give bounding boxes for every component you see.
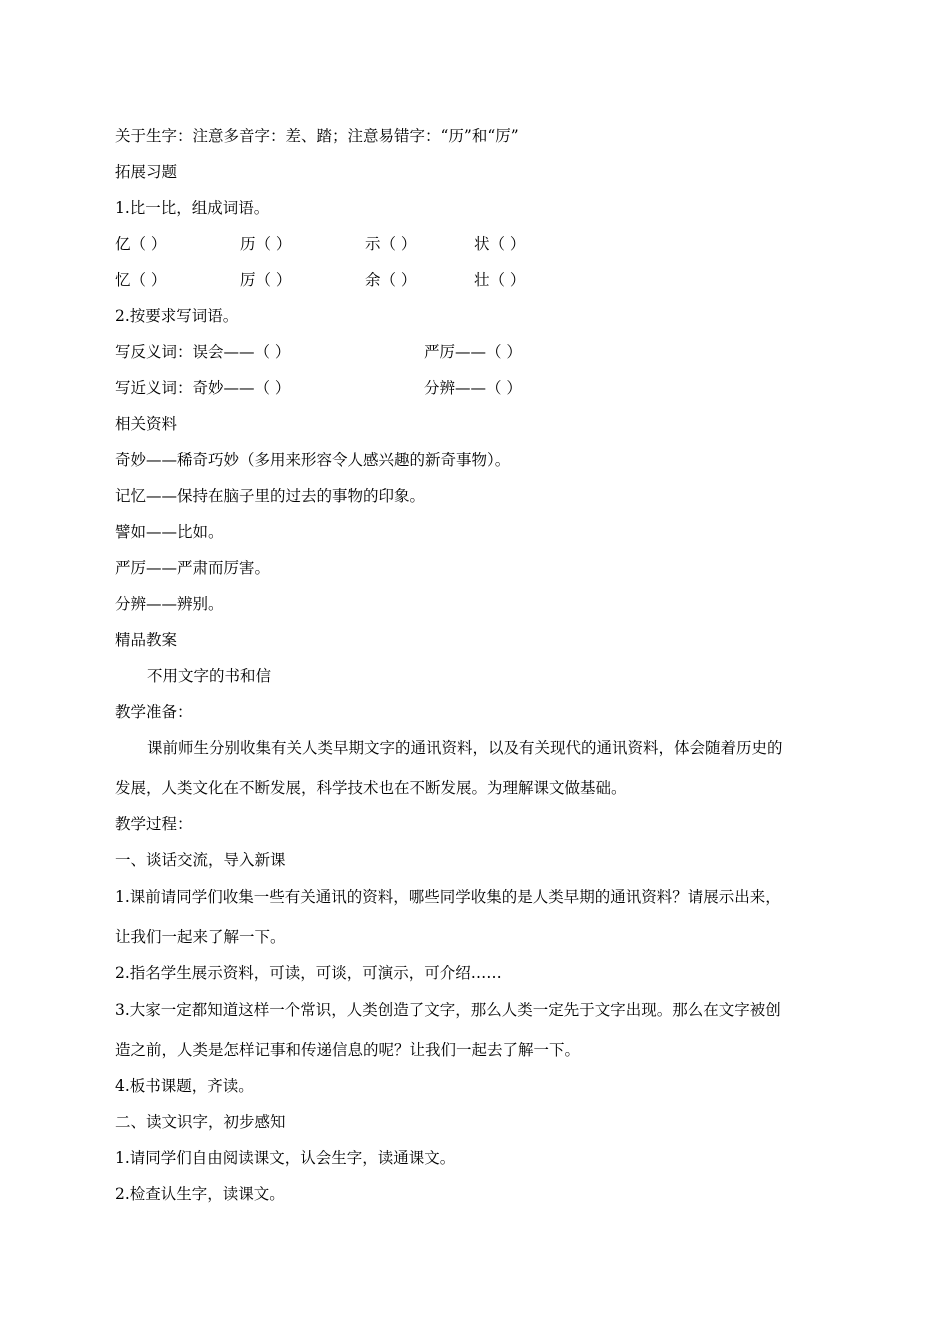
step-line: 1.课前请同学们收集一些有关通讯的资料，哪些同学收集的是人类早期的通讯资料？请展示出来，: [115, 888, 781, 906]
compare-cell: 余（ ）: [365, 271, 417, 289]
heading-zhunbei: 教学准备：: [115, 703, 193, 721]
word-cell: 严厉——（ ）: [424, 343, 522, 361]
word-cell: 写近义词：奇妙——（ ）: [115, 379, 291, 397]
compare-cell: 忆（ ）: [115, 271, 167, 289]
heading-jingpin: 精品教案: [115, 631, 178, 649]
definition-line: 分辨——辨别。: [115, 595, 224, 613]
definition-line: 奇妙——稀奇巧妙（多用来形容令人感兴趣的新奇事物）。: [115, 451, 511, 469]
word-cell: 写反义词：误会——（ ）: [115, 343, 291, 361]
paragraph-line: 发展，人类文化在不断发展，科学技术也在不断发展。为理解课文做基础。: [115, 779, 627, 797]
definition-line: 譬如——比如。: [115, 523, 224, 541]
shengzi-note: 关于生字：注意多音字：差、踏；注意易错字：“历”和“厉”: [115, 127, 519, 145]
compare-cell: 亿（ ）: [115, 235, 167, 253]
step-line: 让我们一起来了解一下。: [115, 928, 286, 946]
step-line: 1.请同学们自由阅读课文，认会生字，读通课文。: [115, 1149, 456, 1167]
compare-cell: 状（ ）: [474, 235, 526, 253]
heading-tuozhan: 拓展习题: [115, 163, 178, 181]
definition-line: 严厉——严肃而厉害。: [115, 559, 271, 577]
compare-cell: 示（ ）: [365, 235, 417, 253]
compare-cell: 厉（ ）: [240, 271, 292, 289]
step-line: 2.检查认生字，读课文。: [115, 1185, 285, 1203]
question-1: 1.比一比，组成词语。: [115, 199, 270, 217]
step-line: 4.板书课题，齐读。: [115, 1077, 254, 1095]
step-line: 3.大家一定都知道这样一个常识，人类创造了文字，那么人类一定先于文字出现。那么在文字被创: [115, 1001, 781, 1019]
definition-line: 记忆——保持在脑子里的过去的事物的印象。: [115, 487, 426, 505]
step-line: 造之前，人类是怎样记事和传递信息的呢？让我们一起去了解一下。: [115, 1041, 581, 1059]
heading-guocheng: 教学过程：: [115, 815, 193, 833]
question-2: 2.按要求写词语。: [115, 307, 239, 325]
lesson-title: 不用文字的书和信: [147, 667, 272, 685]
paragraph-line: 课前师生分别收集有关人类早期文字的通讯资料，以及有关现代的通讯资料，体会随着历史的: [147, 739, 783, 757]
heading-xiangguan: 相关资料: [115, 415, 178, 433]
compare-cell: 历（ ）: [240, 235, 292, 253]
section-heading: 一、谈话交流，导入新课: [115, 851, 286, 869]
compare-cell: 壮（ ）: [474, 271, 526, 289]
step-line: 2.指名学生展示资料，可读，可谈，可演示，可介绍……: [115, 964, 502, 982]
word-cell: 分辨——（ ）: [424, 379, 522, 397]
section-heading: 二、读文识字，初步感知: [115, 1113, 286, 1131]
